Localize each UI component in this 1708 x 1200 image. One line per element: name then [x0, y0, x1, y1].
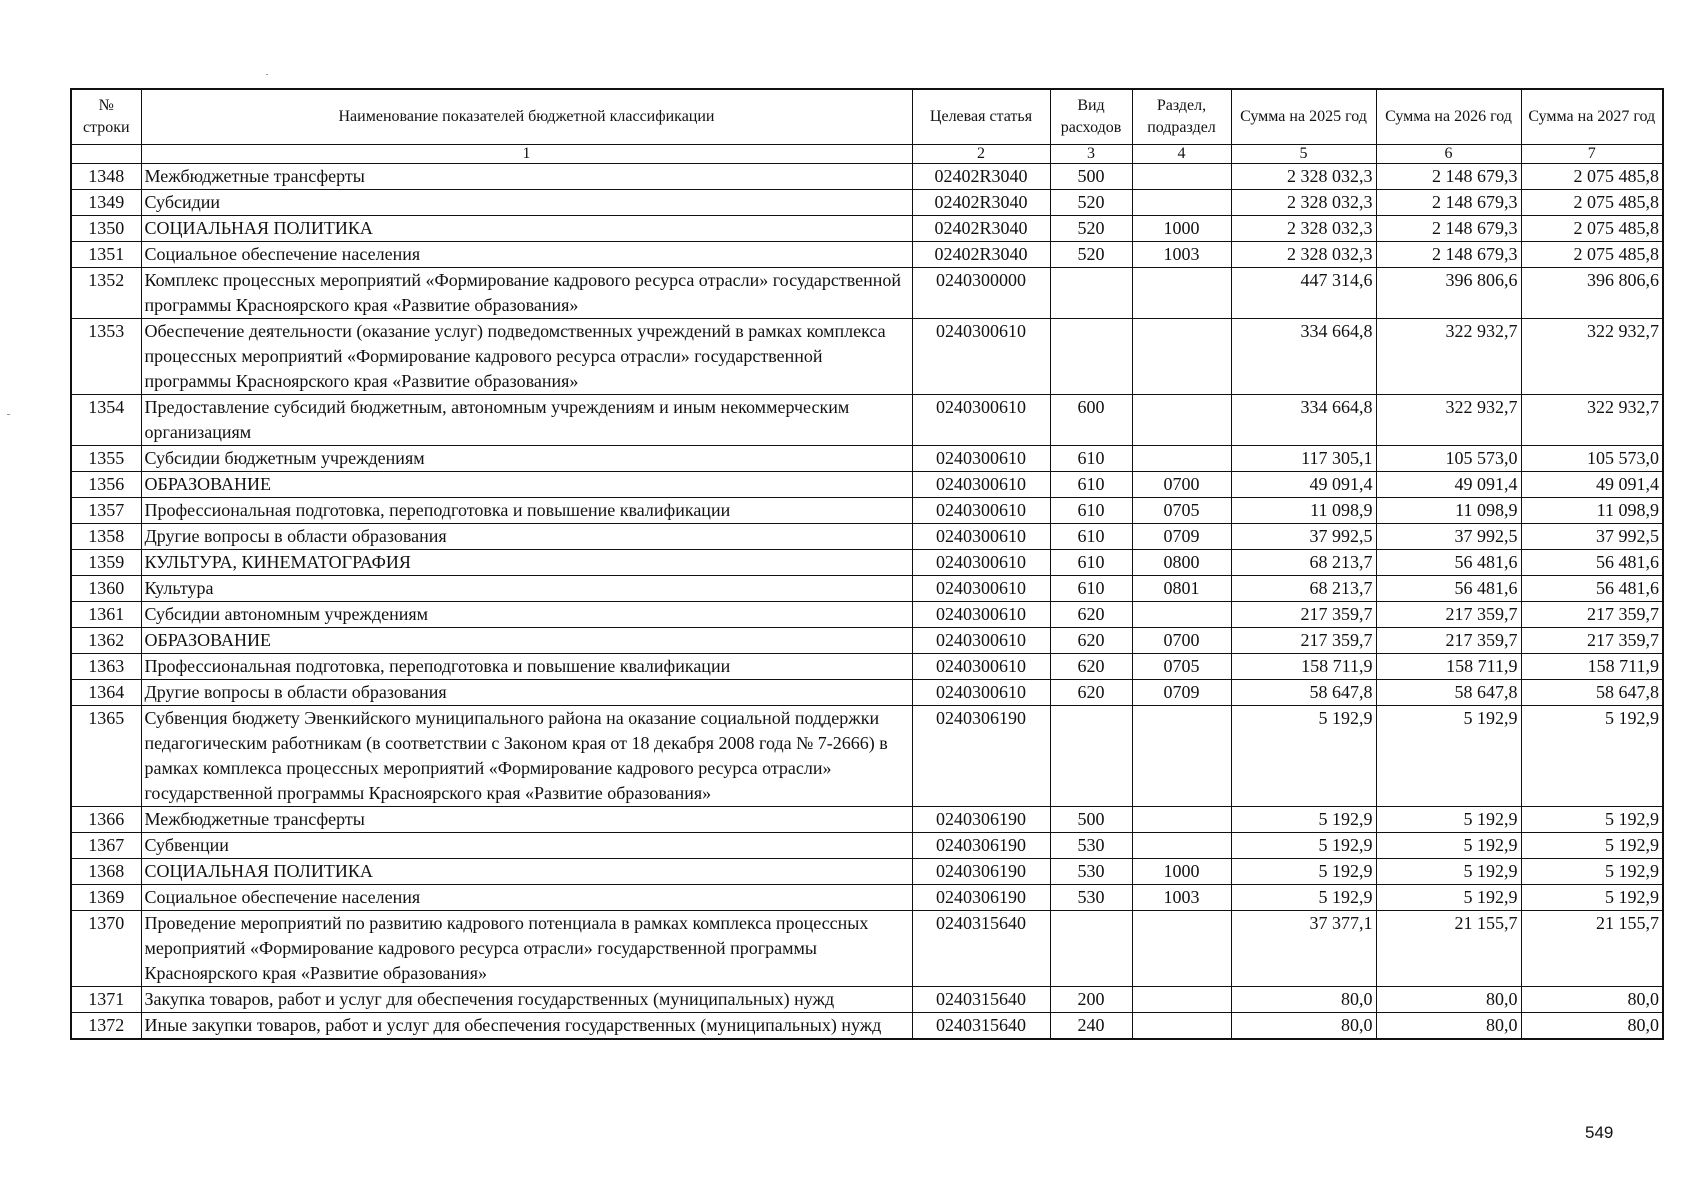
- sum-2027: 2 075 485,8: [1521, 164, 1663, 190]
- table-body: [71, 164, 1663, 1040]
- expense-type: 530: [1050, 859, 1132, 885]
- row-number: 1368: [71, 859, 141, 885]
- row-number: 1349: [71, 190, 141, 216]
- sum-2026: 58 647,8: [1376, 680, 1521, 706]
- sum-2025: 158 711,9: [1231, 654, 1376, 680]
- sum-2026: 21 155,7: [1376, 911, 1521, 987]
- expense-type: 520: [1050, 242, 1132, 268]
- table-row: [71, 268, 1663, 319]
- sum-2027: 5 192,9: [1521, 807, 1663, 833]
- expense-type: [1050, 911, 1132, 987]
- indicator-name: СОЦИАЛЬНАЯ ПОЛИТИКА: [141, 859, 912, 885]
- expense-type: 530: [1050, 885, 1132, 911]
- sum-2027: 2 075 485,8: [1521, 190, 1663, 216]
- table-row: [71, 498, 1663, 524]
- sum-2026: 217 359,7: [1376, 602, 1521, 628]
- sum-2027: 322 932,7: [1521, 319, 1663, 395]
- sum-2026: 5 192,9: [1376, 859, 1521, 885]
- scan-speck: [266, 74, 268, 75]
- section-code: 0709: [1132, 680, 1231, 706]
- table-row: [71, 807, 1663, 833]
- header-indicator-name: Наименование показателей бюджетной классификации: [141, 89, 912, 145]
- section-code: [1132, 446, 1231, 472]
- sum-2027: 5 192,9: [1521, 833, 1663, 859]
- indicator-name: Комплекс процессных мероприятий «Формирование кадрового ресурса отрасли» государственной программы Красноярского края «Развитие образования»: [141, 268, 912, 319]
- table-row: [71, 654, 1663, 680]
- target-item-code: 02402R3040: [912, 242, 1050, 268]
- target-item-code: 0240300610: [912, 446, 1050, 472]
- section-code: [1132, 164, 1231, 190]
- target-item-code: 0240300610: [912, 654, 1050, 680]
- expense-type: [1050, 268, 1132, 319]
- row-number: 1355: [71, 446, 141, 472]
- row-number: 1370: [71, 911, 141, 987]
- header-sum-2026: Сумма на 2026 год: [1376, 89, 1521, 145]
- sum-2025: 117 305,1: [1231, 446, 1376, 472]
- sum-2026: 5 192,9: [1376, 885, 1521, 911]
- indicator-name: Субвенция бюджету Эвенкийского муниципального района на оказание социальной поддержки педагогическим работникам (в соответствии с Законом края от 18 декабря 2008 года № 7-2666) в рамках комплекса процессных мероприятий «Формирование кадрового ресурса отрасли» государственной программы Красноярского края «Развитие образования»: [141, 706, 912, 807]
- target-item-code: 0240306190: [912, 885, 1050, 911]
- table-row: [71, 1013, 1663, 1040]
- sum-2025: 80,0: [1231, 1013, 1376, 1040]
- indicator-name: Субсидии: [141, 190, 912, 216]
- sum-2026: 158 711,9: [1376, 654, 1521, 680]
- section-code: 0700: [1132, 472, 1231, 498]
- section-code: [1132, 319, 1231, 395]
- row-number: 1362: [71, 628, 141, 654]
- table-row: [71, 524, 1663, 550]
- section-code: [1132, 602, 1231, 628]
- table-row: [71, 319, 1663, 395]
- table-row: [71, 706, 1663, 807]
- row-number: 1352: [71, 268, 141, 319]
- section-code: 0700: [1132, 628, 1231, 654]
- sum-2026: 5 192,9: [1376, 807, 1521, 833]
- target-item-code: 0240306190: [912, 807, 1050, 833]
- indicator-name: Проведение мероприятий по развитию кадрового потенциала в рамках комплекса процессных мероприятий «Формирование кадрового ресурса отрасли» государственной программы Красноярского края «Развитие образования»: [141, 911, 912, 987]
- row-number: 1353: [71, 319, 141, 395]
- row-number: 1348: [71, 164, 141, 190]
- expense-type: 620: [1050, 680, 1132, 706]
- row-number: 1361: [71, 602, 141, 628]
- indicator-name: Закупка товаров, работ и услуг для обеспечения государственных (муниципальных) нужд: [141, 987, 912, 1013]
- target-item-code: 0240300610: [912, 498, 1050, 524]
- target-item-code: 0240300610: [912, 319, 1050, 395]
- indicator-name: Межбюджетные трансферты: [141, 164, 912, 190]
- row-number: 1372: [71, 1013, 141, 1040]
- expense-type: 200: [1050, 987, 1132, 1013]
- expense-type: 600: [1050, 395, 1132, 446]
- row-number: 1350: [71, 216, 141, 242]
- column-number-row: [71, 145, 1663, 164]
- sum-2027: 2 075 485,8: [1521, 216, 1663, 242]
- row-number: 1360: [71, 576, 141, 602]
- target-item-code: 0240315640: [912, 911, 1050, 987]
- column-number: 4: [1132, 145, 1231, 164]
- section-code: [1132, 911, 1231, 987]
- target-item-code: 0240300000: [912, 268, 1050, 319]
- table-row: [71, 987, 1663, 1013]
- sum-2025: 217 359,7: [1231, 628, 1376, 654]
- target-item-code: 02402R3040: [912, 190, 1050, 216]
- row-number: 1365: [71, 706, 141, 807]
- header-sum-2025: Сумма на 2025 год: [1231, 89, 1376, 145]
- section-code: [1132, 190, 1231, 216]
- header-expense-type: Вид расходов: [1050, 89, 1132, 145]
- section-code: [1132, 807, 1231, 833]
- sum-2025: 49 091,4: [1231, 472, 1376, 498]
- expense-type: 610: [1050, 446, 1132, 472]
- sum-2026: 217 359,7: [1376, 628, 1521, 654]
- scan-speck: [7, 414, 10, 415]
- sum-2025: 5 192,9: [1231, 885, 1376, 911]
- target-item-code: 0240300610: [912, 472, 1050, 498]
- sum-2027: 37 992,5: [1521, 524, 1663, 550]
- sum-2025: 217 359,7: [1231, 602, 1376, 628]
- sum-2025: 334 664,8: [1231, 395, 1376, 446]
- section-code: [1132, 706, 1231, 807]
- header-row: [71, 89, 1663, 145]
- sum-2025: 58 647,8: [1231, 680, 1376, 706]
- expense-type: 620: [1050, 602, 1132, 628]
- target-item-code: 0240300610: [912, 524, 1050, 550]
- target-item-code: 0240306190: [912, 833, 1050, 859]
- sum-2026: 322 932,7: [1376, 395, 1521, 446]
- sum-2026: 105 573,0: [1376, 446, 1521, 472]
- row-number: 1359: [71, 550, 141, 576]
- sum-2027: 5 192,9: [1521, 859, 1663, 885]
- column-number: 3: [1050, 145, 1132, 164]
- expense-type: [1050, 319, 1132, 395]
- table-row: [71, 859, 1663, 885]
- sum-2027: 105 573,0: [1521, 446, 1663, 472]
- expense-type: 520: [1050, 216, 1132, 242]
- indicator-name: Культура: [141, 576, 912, 602]
- target-item-code: 0240300610: [912, 602, 1050, 628]
- section-code: 0705: [1132, 654, 1231, 680]
- table-row: [71, 911, 1663, 987]
- indicator-name: ОБРАЗОВАНИЕ: [141, 472, 912, 498]
- target-item-code: 0240300610: [912, 680, 1050, 706]
- sum-2026: 80,0: [1376, 987, 1521, 1013]
- indicator-name: Предоставление субсидий бюджетным, автономным учреждениям и иным некоммерческим организациям: [141, 395, 912, 446]
- column-number: 2: [912, 145, 1050, 164]
- sum-2025: 37 377,1: [1231, 911, 1376, 987]
- indicator-name: СОЦИАЛЬНАЯ ПОЛИТИКА: [141, 216, 912, 242]
- row-number: 1366: [71, 807, 141, 833]
- expense-type: 610: [1050, 498, 1132, 524]
- indicator-name: Профессиональная подготовка, переподготовка и повышение квалификации: [141, 654, 912, 680]
- sum-2025: 334 664,8: [1231, 319, 1376, 395]
- expense-type: [1050, 706, 1132, 807]
- sum-2025: 447 314,6: [1231, 268, 1376, 319]
- header-sum-2027: Сумма на 2027 год: [1521, 89, 1663, 145]
- sum-2025: 11 098,9: [1231, 498, 1376, 524]
- column-number: 5: [1231, 145, 1376, 164]
- sum-2026: 5 192,9: [1376, 706, 1521, 807]
- sum-2027: 49 091,4: [1521, 472, 1663, 498]
- row-number: 1358: [71, 524, 141, 550]
- header-section: Раздел, подраздел: [1132, 89, 1231, 145]
- target-item-code: 02402R3040: [912, 164, 1050, 190]
- row-number: 1357: [71, 498, 141, 524]
- sum-2026: 49 091,4: [1376, 472, 1521, 498]
- section-code: 1000: [1132, 859, 1231, 885]
- table-row: [71, 885, 1663, 911]
- section-code: 1000: [1132, 216, 1231, 242]
- sum-2025: 5 192,9: [1231, 859, 1376, 885]
- table-row: [71, 602, 1663, 628]
- indicator-name: Субсидии автономным учреждениям: [141, 602, 912, 628]
- column-number: 6: [1376, 145, 1521, 164]
- section-code: [1132, 395, 1231, 446]
- table-row: [71, 190, 1663, 216]
- expense-type: 610: [1050, 550, 1132, 576]
- row-number: 1351: [71, 242, 141, 268]
- indicator-name: КУЛЬТУРА, КИНЕМАТОГРАФИЯ: [141, 550, 912, 576]
- indicator-name: Другие вопросы в области образования: [141, 524, 912, 550]
- sum-2027: 80,0: [1521, 1013, 1663, 1040]
- sum-2026: 2 148 679,3: [1376, 190, 1521, 216]
- table-row: [71, 833, 1663, 859]
- sum-2026: 2 148 679,3: [1376, 164, 1521, 190]
- sum-2026: 37 992,5: [1376, 524, 1521, 550]
- sum-2025: 80,0: [1231, 987, 1376, 1013]
- indicator-name: Субсидии бюджетным учреждениям: [141, 446, 912, 472]
- expense-type: 620: [1050, 628, 1132, 654]
- target-item-code: 02402R3040: [912, 216, 1050, 242]
- sum-2025: 37 992,5: [1231, 524, 1376, 550]
- target-item-code: 0240300610: [912, 576, 1050, 602]
- indicator-name: Социальное обеспечение населения: [141, 885, 912, 911]
- target-item-code: 0240300610: [912, 395, 1050, 446]
- section-code: 1003: [1132, 242, 1231, 268]
- table-row: [71, 164, 1663, 190]
- column-number: 1: [141, 145, 912, 164]
- table-row: [71, 680, 1663, 706]
- row-number: 1354: [71, 395, 141, 446]
- sum-2027: 21 155,7: [1521, 911, 1663, 987]
- expense-type: 240: [1050, 1013, 1132, 1040]
- row-number: 1363: [71, 654, 141, 680]
- indicator-name: Иные закупки товаров, работ и услуг для обеспечения государственных (муниципальных) нужд: [141, 1013, 912, 1040]
- section-code: 0709: [1132, 524, 1231, 550]
- target-item-code: 0240315640: [912, 987, 1050, 1013]
- indicator-name: Другие вопросы в области образования: [141, 680, 912, 706]
- row-number: 1364: [71, 680, 141, 706]
- section-code: [1132, 268, 1231, 319]
- sum-2025: 68 213,7: [1231, 576, 1376, 602]
- sum-2026: 2 148 679,3: [1376, 216, 1521, 242]
- sum-2025: 5 192,9: [1231, 833, 1376, 859]
- sum-2026: 5 192,9: [1376, 833, 1521, 859]
- sum-2027: 5 192,9: [1521, 706, 1663, 807]
- sum-2026: 56 481,6: [1376, 550, 1521, 576]
- sum-2026: 2 148 679,3: [1376, 242, 1521, 268]
- table-row: [71, 550, 1663, 576]
- sum-2025: 2 328 032,3: [1231, 190, 1376, 216]
- indicator-name: Социальное обеспечение населения: [141, 242, 912, 268]
- indicator-name: Профессиональная подготовка, переподготовка и повышение квалификации: [141, 498, 912, 524]
- sum-2025: 2 328 032,3: [1231, 216, 1376, 242]
- row-number: 1356: [71, 472, 141, 498]
- indicator-name: Межбюджетные трансферты: [141, 807, 912, 833]
- sum-2027: 158 711,9: [1521, 654, 1663, 680]
- table-row: [71, 395, 1663, 446]
- indicator-name: Субвенции: [141, 833, 912, 859]
- expense-type: 620: [1050, 654, 1132, 680]
- section-code: 0801: [1132, 576, 1231, 602]
- sum-2026: 396 806,6: [1376, 268, 1521, 319]
- column-number: 7: [1521, 145, 1663, 164]
- section-code: [1132, 833, 1231, 859]
- expense-type: 610: [1050, 576, 1132, 602]
- sum-2027: 322 932,7: [1521, 395, 1663, 446]
- target-item-code: 0240306190: [912, 706, 1050, 807]
- indicator-name: Обеспечение деятельности (оказание услуг) подведомственных учреждений в рамках комплекса процессных мероприятий «Формирование кадрового ресурса отрасли» государственной программы Красноярского края «Развитие образования»: [141, 319, 912, 395]
- sum-2026: 11 098,9: [1376, 498, 1521, 524]
- row-number: 1367: [71, 833, 141, 859]
- expense-type: 530: [1050, 833, 1132, 859]
- budget-table: [70, 88, 1664, 1040]
- header-row-number: № строки: [71, 89, 141, 145]
- table-row: [71, 242, 1663, 268]
- sum-2027: 217 359,7: [1521, 628, 1663, 654]
- expense-type: 520: [1050, 190, 1132, 216]
- sum-2025: 2 328 032,3: [1231, 164, 1376, 190]
- row-number: 1371: [71, 987, 141, 1013]
- table-row: [71, 472, 1663, 498]
- sum-2027: 56 481,6: [1521, 576, 1663, 602]
- target-item-code: 0240315640: [912, 1013, 1050, 1040]
- column-number: [71, 145, 141, 164]
- section-code: [1132, 1013, 1231, 1040]
- expense-type: 610: [1050, 472, 1132, 498]
- section-code: 0705: [1132, 498, 1231, 524]
- sum-2027: 11 098,9: [1521, 498, 1663, 524]
- sum-2026: 80,0: [1376, 1013, 1521, 1040]
- target-item-code: 0240300610: [912, 628, 1050, 654]
- table-row: [71, 628, 1663, 654]
- sum-2025: 2 328 032,3: [1231, 242, 1376, 268]
- sum-2027: 2 075 485,8: [1521, 242, 1663, 268]
- target-item-code: 0240306190: [912, 859, 1050, 885]
- sum-2025: 5 192,9: [1231, 706, 1376, 807]
- expense-type: 500: [1050, 807, 1132, 833]
- section-code: [1132, 987, 1231, 1013]
- table-row: [71, 576, 1663, 602]
- sum-2026: 322 932,7: [1376, 319, 1521, 395]
- expense-type: 610: [1050, 524, 1132, 550]
- section-code: 0800: [1132, 550, 1231, 576]
- expense-type: 500: [1050, 164, 1132, 190]
- sum-2027: 5 192,9: [1521, 885, 1663, 911]
- table-row: [71, 446, 1663, 472]
- table-row: [71, 216, 1663, 242]
- section-code: 1003: [1132, 885, 1231, 911]
- target-item-code: 0240300610: [912, 550, 1050, 576]
- sum-2025: 5 192,9: [1231, 807, 1376, 833]
- indicator-name: ОБРАЗОВАНИЕ: [141, 628, 912, 654]
- header-target-item: Целевая статья: [912, 89, 1050, 145]
- sum-2027: 56 481,6: [1521, 550, 1663, 576]
- page-number: 549: [1585, 1123, 1614, 1142]
- sum-2025: 68 213,7: [1231, 550, 1376, 576]
- sum-2027: 217 359,7: [1521, 602, 1663, 628]
- sum-2027: 80,0: [1521, 987, 1663, 1013]
- sum-2027: 396 806,6: [1521, 268, 1663, 319]
- budget-document: [70, 88, 1662, 1040]
- row-number: 1369: [71, 885, 141, 911]
- sum-2026: 56 481,6: [1376, 576, 1521, 602]
- sum-2027: 58 647,8: [1521, 680, 1663, 706]
